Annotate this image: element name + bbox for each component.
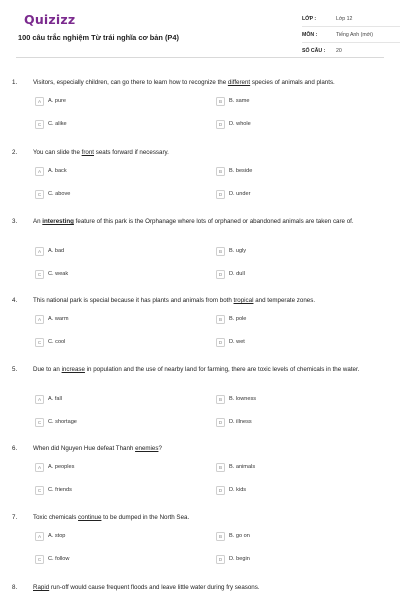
- option-letter-box: A: [35, 247, 44, 256]
- option-text: A. peoples: [48, 464, 75, 470]
- worksheet-header: [16, 0, 384, 58]
- question-text: [33, 445, 383, 454]
- underlined-word: tropical: [233, 297, 254, 304]
- option-text: B. animals: [229, 464, 256, 470]
- option-text: D. begin: [229, 556, 250, 562]
- question-text: [33, 149, 383, 158]
- option-letter-box: C: [35, 190, 44, 199]
- question-text-part: to be dumped in the North Sea.: [101, 514, 190, 521]
- underlined-word: enemies: [135, 445, 159, 452]
- option-letter-box: A: [35, 167, 44, 176]
- option-letter-box: A: [35, 315, 44, 324]
- option-c[interactable]: [35, 417, 77, 427]
- option-text: B. same: [229, 98, 250, 104]
- option-text: C. friends: [48, 487, 72, 493]
- question-text: [33, 366, 383, 375]
- option-letter-box: D: [216, 120, 225, 129]
- question-number: 7.: [12, 514, 18, 521]
- option-letter-box: A: [35, 395, 44, 404]
- question-number: 1.: [12, 79, 18, 86]
- option-d[interactable]: [216, 417, 252, 427]
- option-text: C. shortage: [48, 419, 77, 425]
- option-letter-box: C: [35, 120, 44, 129]
- question-text: [33, 584, 383, 593]
- option-text: D. under: [229, 191, 251, 197]
- option-letter-box: D: [216, 338, 225, 347]
- question-text-part: Visitors, especially children, can go there to learn how to recognize the: [33, 79, 228, 86]
- option-letter-box: C: [35, 555, 44, 564]
- option-b[interactable]: [216, 394, 256, 404]
- option-letter-box: B: [216, 167, 225, 176]
- option-text: C. follow: [48, 556, 70, 562]
- question-number: 5.: [12, 366, 18, 373]
- option-letter-box: B: [216, 532, 225, 541]
- question-text-part: This national park is special because it has plants and animals from both: [33, 297, 234, 304]
- question-text-part: and temperate zones.: [253, 297, 316, 304]
- question-number: 6.: [12, 445, 18, 452]
- meta-value: Lớp 12: [336, 15, 353, 22]
- underlined-word: Rapid: [33, 584, 50, 591]
- option-text: A. stop: [48, 533, 66, 539]
- option-text: A. fall: [48, 396, 62, 402]
- option-text: D. whole: [229, 121, 251, 127]
- question-text-part: You can slide the: [33, 149, 82, 156]
- option-letter-box: C: [35, 418, 44, 427]
- option-b[interactable]: [216, 96, 250, 106]
- meta-label: LỚP :: [302, 15, 317, 22]
- underlined-word: interesting: [42, 218, 74, 225]
- meta-row-count: [302, 43, 400, 59]
- option-text: A. pure: [48, 98, 67, 104]
- option-b[interactable]: [216, 462, 255, 472]
- option-letter-box: C: [35, 270, 44, 279]
- question-text-part: Due to an: [33, 366, 62, 373]
- option-text: B. lowness: [229, 396, 257, 402]
- option-text: D. wet: [229, 339, 245, 345]
- question-text-part: An: [33, 218, 43, 225]
- option-text: B. beside: [229, 168, 253, 174]
- option-text: B. ugly: [229, 248, 247, 254]
- option-letter-box: A: [35, 532, 44, 541]
- question-text: [33, 297, 383, 306]
- underlined-word: continue: [78, 514, 102, 521]
- option-text: B. go on: [229, 533, 250, 539]
- option-letter-box: D: [216, 418, 225, 427]
- option-text: D. kids: [229, 487, 247, 493]
- option-letter-box: C: [35, 338, 44, 347]
- meta-value: Tiếng Anh (mới): [336, 31, 373, 38]
- option-c[interactable]: [35, 337, 65, 347]
- question-text-part: in population and the use of nearby land for farming, there are toxic levels of chemicals in the water.: [84, 366, 360, 373]
- option-letter-box: B: [216, 463, 225, 472]
- question-text-part: run-off would cause frequent floods and leave little water during fry seasons.: [49, 584, 260, 591]
- option-text: D. illness: [229, 419, 252, 425]
- underlined-word: increase: [61, 366, 85, 373]
- option-a[interactable]: [35, 394, 62, 404]
- option-letter-box: A: [35, 463, 44, 472]
- option-letter-box: B: [216, 315, 225, 324]
- question-text-part: Toxic chemicals: [33, 514, 79, 521]
- option-text: C. weak: [48, 271, 69, 277]
- option-c[interactable]: [35, 189, 70, 199]
- option-d[interactable]: [216, 119, 251, 129]
- option-a[interactable]: [35, 462, 74, 472]
- underlined-word: different: [227, 79, 251, 86]
- question-text: [33, 218, 383, 227]
- option-b[interactable]: [216, 531, 250, 541]
- page-title: 100 câu trắc nghiệm Từ trái nghĩa cơ bản (P4): [18, 33, 179, 42]
- option-d[interactable]: [216, 337, 245, 347]
- option-letter-box: B: [216, 395, 225, 404]
- question-text-part: seats forward if necessary.: [94, 149, 169, 156]
- option-text: A. warm: [48, 316, 69, 322]
- meta-label: SỐ CÂU :: [302, 48, 326, 54]
- option-letter-box: D: [216, 486, 225, 495]
- question-text-part: ?: [158, 445, 162, 452]
- meta-value: 20: [336, 48, 342, 54]
- question-text-part: species of animals and plants.: [250, 79, 335, 86]
- option-c[interactable]: [35, 485, 72, 495]
- option-c[interactable]: [35, 554, 69, 564]
- meta-row-subject: [302, 27, 400, 43]
- option-d[interactable]: [216, 554, 250, 564]
- question-number: 8.: [12, 584, 18, 591]
- option-text: A. bad: [48, 248, 65, 254]
- option-letter-box: D: [216, 270, 225, 279]
- question-text: [33, 514, 383, 523]
- option-letter-box: C: [35, 486, 44, 495]
- meta-label: MÔN :: [302, 31, 318, 38]
- option-a[interactable]: [35, 166, 67, 176]
- question-number: 2.: [12, 149, 18, 156]
- option-d[interactable]: [216, 485, 246, 495]
- meta-table: [302, 11, 400, 59]
- option-text: D. dull: [229, 271, 245, 277]
- question-number: 3.: [12, 218, 18, 225]
- question-text: [33, 79, 383, 88]
- option-c[interactable]: [35, 119, 67, 129]
- meta-row-class: [302, 11, 400, 27]
- option-a[interactable]: [35, 246, 64, 256]
- option-text: B. pole: [229, 316, 247, 322]
- option-letter-box: D: [216, 190, 225, 199]
- option-text: C. alike: [48, 121, 67, 127]
- option-text: A. back: [48, 168, 67, 174]
- question-number: 4.: [12, 297, 18, 304]
- option-a[interactable]: [35, 531, 65, 541]
- option-b[interactable]: [216, 166, 252, 176]
- underlined-word: front: [81, 149, 95, 156]
- option-letter-box: D: [216, 555, 225, 564]
- option-c[interactable]: [35, 269, 68, 279]
- option-d[interactable]: [216, 189, 250, 199]
- option-a[interactable]: [35, 314, 69, 324]
- option-text: C. above: [48, 191, 71, 197]
- question-text-part: feature of this park is the Orphanage where lots of orphaned or abandoned animals are taken care of.: [73, 218, 354, 225]
- option-b[interactable]: [216, 314, 246, 324]
- option-text: C. cool: [48, 339, 66, 345]
- option-d[interactable]: [216, 269, 245, 279]
- option-letter-box: B: [216, 97, 225, 106]
- option-letter-box: A: [35, 97, 44, 106]
- option-letter-box: B: [216, 247, 225, 256]
- question-text-part: When did Nguyen Hue defeat Thanh: [33, 445, 136, 452]
- quizizz-logo: Quizizz: [24, 12, 76, 27]
- option-a[interactable]: [35, 96, 66, 106]
- option-b[interactable]: [216, 246, 246, 256]
